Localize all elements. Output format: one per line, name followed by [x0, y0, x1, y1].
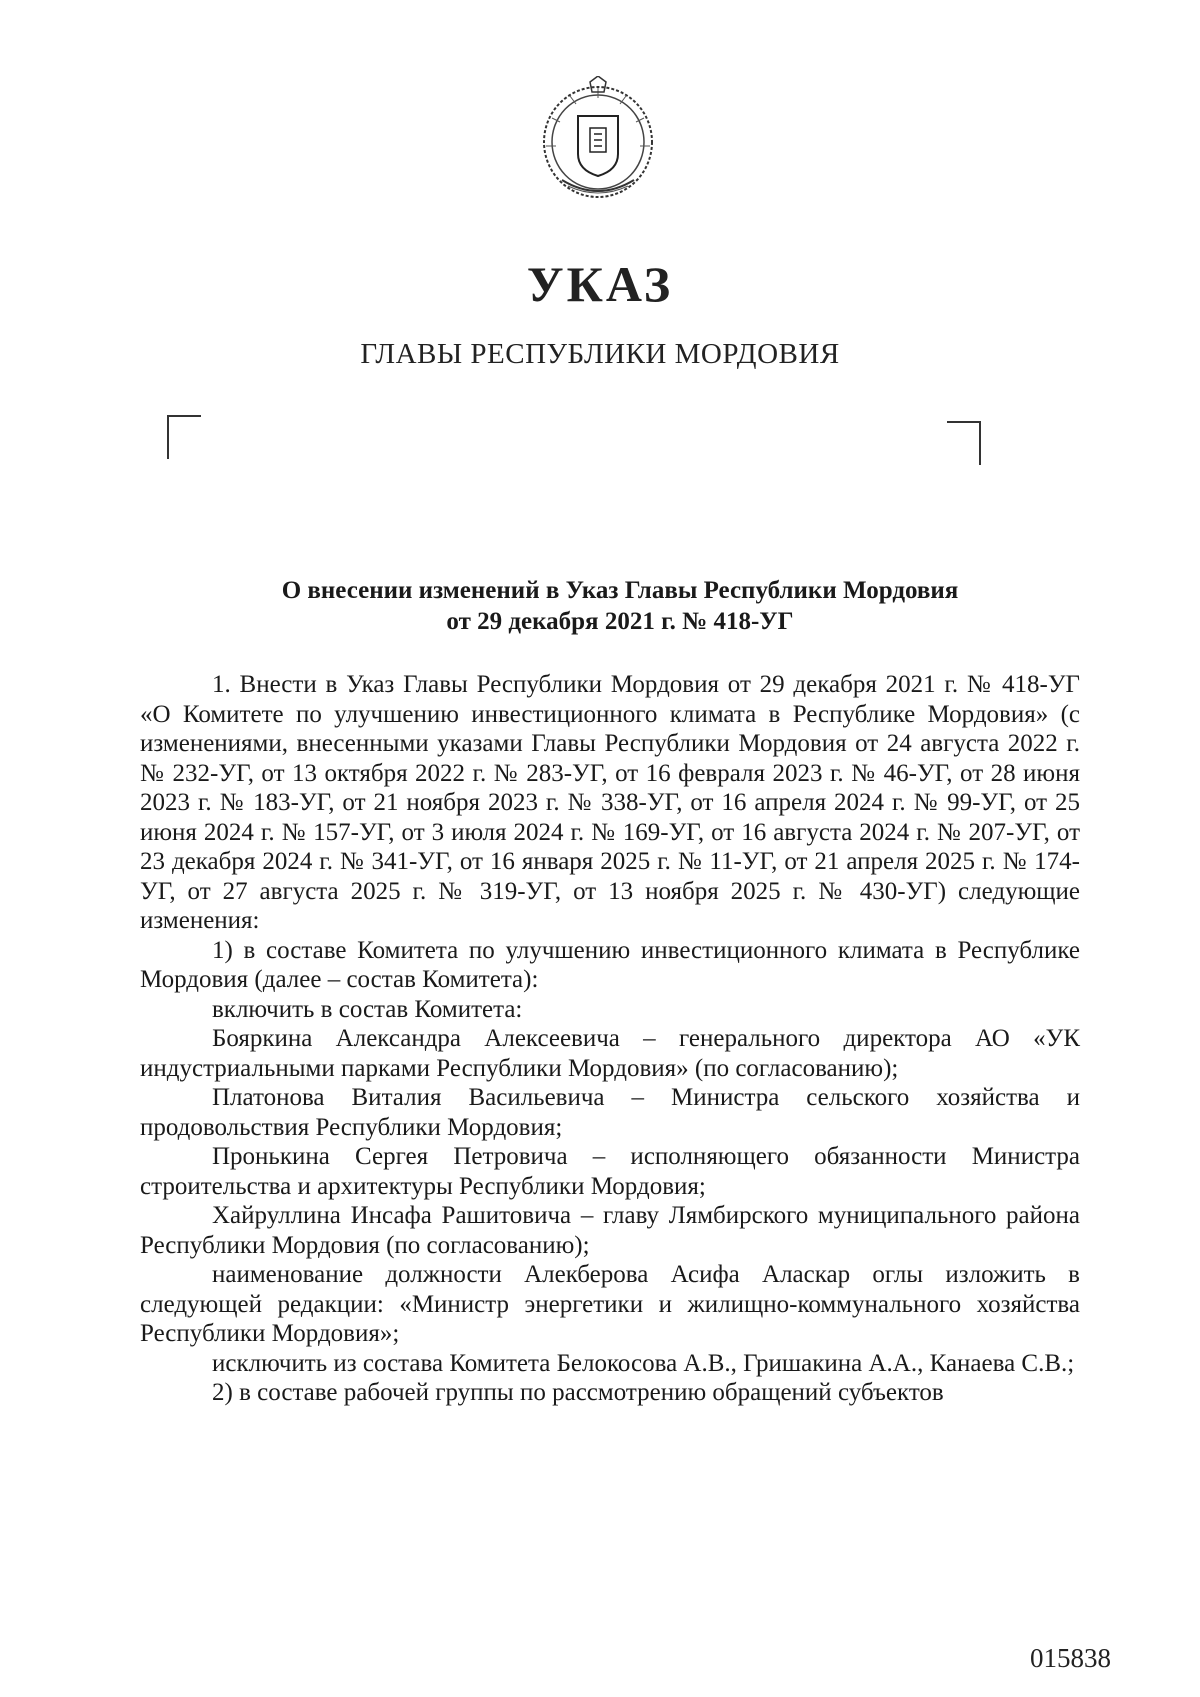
document-body: [140, 670, 1080, 1408]
corner-mark-left: [167, 415, 201, 459]
paragraph: Платонова Виталия Васильевича – Министра сельского хозяйства и продовольствия Республики Мордовия;: [140, 1084, 1080, 1141]
paragraph: 1) в составе Комитета по улучшению инвестиционного климата в Республике Мордовия (далее – состав Комитета):: [140, 936, 1080, 993]
paragraph: исключить из состава Комитета Белокосова А.В., Гришакина А.А., Канаева С.В.;: [212, 1349, 1075, 1377]
document-title: [200, 575, 1040, 637]
decree-title: УКАЗ: [526, 256, 674, 312]
paragraph: наименование должности Алекберова Асифа Аласкар оглы изложить в следующей редакции: «Министр энергетики и жилищно-коммунального хозяйства Республики Мордовия»;: [140, 1261, 1080, 1347]
coat-of-arms-icon: [540, 76, 656, 202]
document-title-line-1: О внесении изменений в Указ Главы Республики Мордовия: [281, 577, 959, 604]
paragraph: Хайруллина Инсафа Рашитовича – главу Лямбирского муниципального района Республики Мордовия (по согласованию);: [140, 1202, 1080, 1259]
corner-mark-right: [947, 421, 981, 465]
paragraph: Бояркина Александра Алексеевича – генерального директора АО «УК индустриальными парками Республики Мордовия» (по согласованию);: [140, 1025, 1080, 1082]
paragraph: 2) в составе рабочей группы по рассмотрению обращений субъектов: [212, 1379, 944, 1406]
document-number: 015838: [1030, 1643, 1111, 1673]
paragraph: Пронькина Сергея Петровича – исполняющего обязанности Министра строительства и архитектуры Республики Мордовия;: [140, 1143, 1080, 1200]
paragraph: включить в состав Комитета:: [212, 995, 523, 1023]
document-title-line-2: от 29 декабря 2021 г. № 418-УГ: [446, 608, 794, 635]
decree-subtitle: ГЛАВЫ РЕСПУБЛИКИ МОРДОВИЯ: [360, 338, 840, 370]
paragraph: 1. Внести в Указ Главы Республики Мордовия от 29 декабря 2021 г. № 418-УГ «О Комитете по улучшению инвестиционного климата в Республике Мордовия» (с изменениями, внесенными указами Главы Республики Мордовия от 24 августа 2022 г. № 232-УГ, от 13 октября 2022 г. № 283-УГ, от 16 февраля 2023 г. № 46-УГ, от 28 июня 2023 г. № 183-УГ, от 21 ноября 2023 г. № 338-УГ, от 16 апреля 2024 г. № 99-УГ, от 25 июня 2024 г. № 157-УГ, от 3 июля 2024 г. № 169-УГ, от 16 августа 2024 г. № 207-УГ, от 23 декабря 2024 г. № 341-УГ, от 16 января 2025 г. № 11-УГ, от 21 апреля 2025 г. № 174-УГ, от 27 августа 2025 г. № 319-УГ, от 13 ноября 2025 г. № 430-УГ) следующие изменения:: [140, 671, 1080, 934]
